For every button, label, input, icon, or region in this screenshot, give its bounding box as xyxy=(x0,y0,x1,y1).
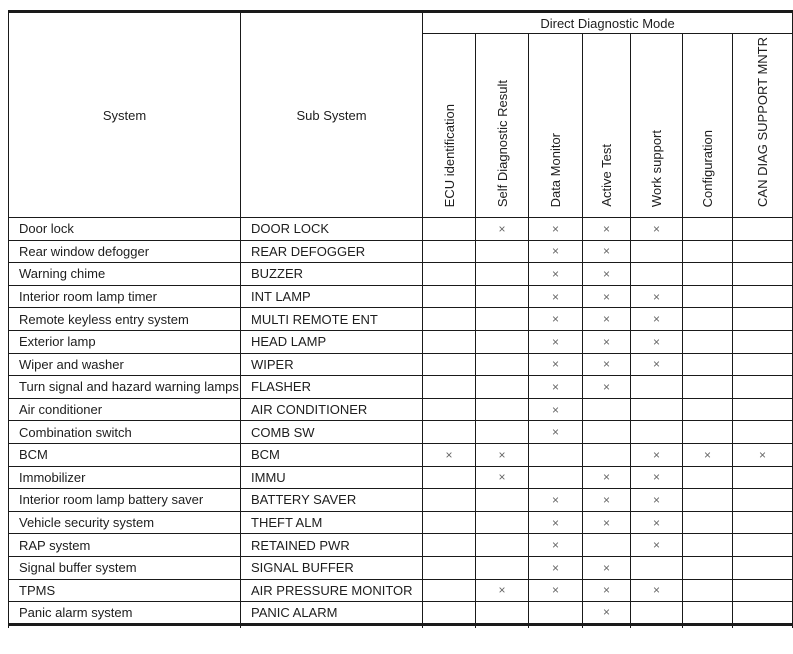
mode-mark-cell xyxy=(631,263,683,286)
mode-mark-cell xyxy=(583,421,631,444)
system-cell: Interior room lamp timer xyxy=(9,285,241,308)
mode-mark-cell xyxy=(476,398,529,421)
col-header-system: System xyxy=(9,12,241,218)
mode-mark-cell xyxy=(529,443,583,466)
mode-mark-cell xyxy=(423,489,476,512)
diagnostic-mode-table xyxy=(8,10,793,628)
mode-mark-cell xyxy=(476,285,529,308)
mode-mark-cell xyxy=(476,511,529,534)
col-header-configuration xyxy=(683,34,733,218)
mode-mark-cell: × xyxy=(583,218,631,241)
mode-mark-cell: × xyxy=(583,240,631,263)
system-cell: Panic alarm system xyxy=(9,602,241,625)
table-row xyxy=(9,579,793,602)
sub-system-cell: PANIC ALARM xyxy=(241,602,423,625)
table-row xyxy=(9,398,793,421)
table-body xyxy=(9,218,793,625)
mode-mark-cell xyxy=(631,398,683,421)
sub-system-cell: FLASHER xyxy=(241,376,423,399)
mode-mark-cell: × xyxy=(529,218,583,241)
col-header-sub-system: Sub System xyxy=(241,12,423,218)
mode-mark-cell xyxy=(683,263,733,286)
system-cell: BCM xyxy=(9,443,241,466)
mode-mark-cell xyxy=(423,376,476,399)
mode-mark-cell: × xyxy=(583,556,631,579)
mode-mark-cell xyxy=(423,398,476,421)
mode-mark-cell xyxy=(423,263,476,286)
border-stub-cell xyxy=(733,624,793,628)
mode-mark-cell: × xyxy=(631,511,683,534)
mode-mark-cell xyxy=(631,421,683,444)
sub-system-cell: IMMU xyxy=(241,466,423,489)
mode-mark-cell xyxy=(476,240,529,263)
mode-mark-cell: × xyxy=(583,466,631,489)
system-cell: Wiper and washer xyxy=(9,353,241,376)
mode-mark-cell xyxy=(631,556,683,579)
mode-mark-cell xyxy=(733,308,793,331)
mode-mark-cell: × xyxy=(583,579,631,602)
system-cell: Warning chime xyxy=(9,263,241,286)
table-row xyxy=(9,240,793,263)
table-row xyxy=(9,421,793,444)
mode-mark-cell: × xyxy=(631,308,683,331)
mode-mark-cell: × xyxy=(583,308,631,331)
border-stub-cell xyxy=(583,624,631,628)
mode-mark-cell xyxy=(683,556,733,579)
mode-mark-cell: × xyxy=(476,443,529,466)
sub-system-cell: COMB SW xyxy=(241,421,423,444)
mode-mark-cell: × xyxy=(529,353,583,376)
mode-mark-cell xyxy=(683,579,733,602)
mode-mark-cell xyxy=(683,330,733,353)
mode-mark-cell xyxy=(529,602,583,625)
system-cell: Vehicle security system xyxy=(9,511,241,534)
mode-mark-cell: × xyxy=(529,579,583,602)
system-cell: Rear window defogger xyxy=(9,240,241,263)
mode-mark-cell: × xyxy=(733,443,793,466)
mode-mark-cell: × xyxy=(529,263,583,286)
mode-mark-cell xyxy=(423,308,476,331)
mode-mark-cell: × xyxy=(529,240,583,263)
table-row xyxy=(9,511,793,534)
border-stub-cell xyxy=(241,624,423,628)
mode-mark-cell xyxy=(423,330,476,353)
system-cell: RAP system xyxy=(9,534,241,557)
sub-system-cell: RETAINED PWR xyxy=(241,534,423,557)
mode-mark-cell: × xyxy=(529,534,583,557)
mode-mark-cell xyxy=(733,534,793,557)
mode-mark-cell: × xyxy=(631,534,683,557)
rotated-label: Data Monitor xyxy=(548,132,563,207)
mode-mark-cell: × xyxy=(631,443,683,466)
sub-system-cell: SIGNAL BUFFER xyxy=(241,556,423,579)
col-header-data-monitor xyxy=(529,34,583,218)
mode-mark-cell xyxy=(733,330,793,353)
mode-mark-cell xyxy=(683,353,733,376)
mode-mark-cell xyxy=(733,376,793,399)
sub-system-cell: INT LAMP xyxy=(241,285,423,308)
rotated-label: Configuration xyxy=(700,129,715,207)
table-row xyxy=(9,466,793,489)
table-row xyxy=(9,376,793,399)
mode-mark-cell: × xyxy=(631,489,683,512)
mode-mark-cell: × xyxy=(631,285,683,308)
mode-mark-cell: × xyxy=(529,376,583,399)
mode-mark-cell xyxy=(733,353,793,376)
table-row xyxy=(9,602,793,625)
mode-mark-cell xyxy=(423,285,476,308)
rotated-label: ECU identification xyxy=(441,103,457,207)
sub-system-cell: THEFT ALM xyxy=(241,511,423,534)
mode-mark-cell xyxy=(683,421,733,444)
mode-mark-cell xyxy=(631,602,683,625)
mode-mark-cell xyxy=(683,285,733,308)
mode-mark-cell: × xyxy=(583,376,631,399)
mode-mark-cell: × xyxy=(529,398,583,421)
col-header-self-diagnostic-result xyxy=(476,34,529,218)
system-cell: Turn signal and hazard warning lamps xyxy=(9,376,241,399)
mode-mark-cell xyxy=(476,308,529,331)
system-cell: Door lock xyxy=(9,218,241,241)
mode-mark-cell xyxy=(476,534,529,557)
border-stub-cell xyxy=(631,624,683,628)
mode-mark-cell xyxy=(733,466,793,489)
border-stub-cell xyxy=(683,624,733,628)
mode-mark-cell xyxy=(423,353,476,376)
diagnostic-mode-table-container xyxy=(8,10,793,628)
mode-mark-cell: × xyxy=(631,330,683,353)
mode-mark-cell xyxy=(683,376,733,399)
mode-mark-cell: × xyxy=(631,466,683,489)
border-stub-cell xyxy=(476,624,529,628)
mode-mark-cell xyxy=(733,240,793,263)
col-header-work-support xyxy=(631,34,683,218)
mode-mark-cell: × xyxy=(529,556,583,579)
mode-mark-cell xyxy=(683,534,733,557)
mode-mark-cell: × xyxy=(529,285,583,308)
system-cell: Signal buffer system xyxy=(9,556,241,579)
table-row xyxy=(9,218,793,241)
mode-mark-cell: × xyxy=(529,421,583,444)
group-header-direct-diagnostic-mode: Direct Diagnostic Mode xyxy=(423,12,793,34)
mode-mark-cell xyxy=(476,330,529,353)
rotated-label: Work support xyxy=(649,129,664,207)
mode-mark-cell: × xyxy=(529,308,583,331)
col-header-active-test xyxy=(583,34,631,218)
sub-system-cell: HEAD LAMP xyxy=(241,330,423,353)
mode-mark-cell: × xyxy=(583,602,631,625)
sub-system-cell: BATTERY SAVER xyxy=(241,489,423,512)
mode-mark-cell xyxy=(423,240,476,263)
mode-mark-cell xyxy=(583,443,631,466)
mode-mark-cell xyxy=(583,534,631,557)
mode-mark-cell xyxy=(476,489,529,512)
sub-system-cell: BUZZER xyxy=(241,263,423,286)
system-cell: TPMS xyxy=(9,579,241,602)
mode-mark-cell: × xyxy=(631,579,683,602)
mode-mark-cell: × xyxy=(631,353,683,376)
system-cell: Air conditioner xyxy=(9,398,241,421)
mode-mark-cell xyxy=(476,556,529,579)
mode-mark-cell xyxy=(683,218,733,241)
system-cell: Exterior lamp xyxy=(9,330,241,353)
table-row xyxy=(9,443,793,466)
mode-mark-cell xyxy=(733,556,793,579)
mode-mark-cell xyxy=(683,511,733,534)
border-stub-cell xyxy=(9,624,241,628)
system-cell: Combination switch xyxy=(9,421,241,444)
mode-mark-cell xyxy=(529,466,583,489)
mode-mark-cell xyxy=(423,466,476,489)
mode-mark-cell: × xyxy=(476,218,529,241)
table-row xyxy=(9,489,793,512)
system-cell: Remote keyless entry system xyxy=(9,308,241,331)
rotated-label: CAN DIAG SUPPORT MNTR xyxy=(755,37,771,207)
mode-mark-cell xyxy=(733,579,793,602)
border-stub-cell xyxy=(529,624,583,628)
col-header-ecu-identification xyxy=(423,34,476,218)
mode-mark-cell xyxy=(683,466,733,489)
mode-mark-cell: × xyxy=(583,330,631,353)
mode-mark-cell xyxy=(683,398,733,421)
mode-mark-cell xyxy=(683,602,733,625)
mode-mark-cell: × xyxy=(529,489,583,512)
mode-mark-cell xyxy=(733,263,793,286)
mode-mark-cell: × xyxy=(476,466,529,489)
mode-mark-cell: × xyxy=(583,285,631,308)
mode-mark-cell: × xyxy=(529,511,583,534)
system-cell: Interior room lamp battery saver xyxy=(9,489,241,512)
mode-mark-cell xyxy=(733,511,793,534)
sub-system-cell: WIPER xyxy=(241,353,423,376)
mode-mark-cell xyxy=(733,218,793,241)
mode-mark-cell xyxy=(476,353,529,376)
mode-mark-cell xyxy=(683,489,733,512)
mode-mark-cell: × xyxy=(631,218,683,241)
mode-mark-cell xyxy=(733,285,793,308)
mode-mark-cell xyxy=(423,579,476,602)
mode-mark-cell xyxy=(423,218,476,241)
mode-mark-cell xyxy=(476,263,529,286)
mode-mark-cell xyxy=(631,376,683,399)
table-row xyxy=(9,330,793,353)
mode-mark-cell: × xyxy=(476,579,529,602)
mode-mark-cell xyxy=(476,602,529,625)
table-row xyxy=(9,263,793,286)
table-row xyxy=(9,556,793,579)
header-group-row xyxy=(9,12,793,34)
mode-mark-cell xyxy=(423,556,476,579)
sub-system-cell: AIR CONDITIONER xyxy=(241,398,423,421)
mode-mark-cell xyxy=(583,398,631,421)
mode-mark-cell xyxy=(733,602,793,625)
mode-mark-cell xyxy=(476,376,529,399)
mode-mark-cell xyxy=(683,308,733,331)
sub-system-cell: MULTI REMOTE ENT xyxy=(241,308,423,331)
rotated-label: Active Test xyxy=(599,144,614,207)
mode-mark-cell xyxy=(423,602,476,625)
table-row xyxy=(9,285,793,308)
table-row xyxy=(9,353,793,376)
system-cell: Immobilizer xyxy=(9,466,241,489)
sub-system-cell: DOOR LOCK xyxy=(241,218,423,241)
mode-mark-cell xyxy=(423,511,476,534)
mode-mark-cell xyxy=(423,534,476,557)
mode-mark-cell xyxy=(733,398,793,421)
mode-mark-cell: × xyxy=(583,353,631,376)
sub-system-cell: AIR PRESSURE MONITOR xyxy=(241,579,423,602)
mode-mark-cell: × xyxy=(683,443,733,466)
mode-mark-cell xyxy=(476,421,529,444)
mode-mark-cell: × xyxy=(423,443,476,466)
col-header-can-diag-support-mntr xyxy=(733,34,793,218)
mode-mark-cell xyxy=(631,240,683,263)
mode-mark-cell xyxy=(733,421,793,444)
mode-mark-cell xyxy=(423,421,476,444)
border-stub-cell xyxy=(423,624,476,628)
mode-mark-cell: × xyxy=(583,263,631,286)
table-row xyxy=(9,534,793,557)
table-row xyxy=(9,308,793,331)
bottom-border-row xyxy=(9,624,793,628)
rotated-label: Self Diagnostic Result xyxy=(494,79,510,207)
mode-mark-cell xyxy=(733,489,793,512)
mode-mark-cell: × xyxy=(583,511,631,534)
sub-system-cell: BCM xyxy=(241,443,423,466)
mode-mark-cell: × xyxy=(583,489,631,512)
mode-mark-cell xyxy=(683,240,733,263)
sub-system-cell: REAR DEFOGGER xyxy=(241,240,423,263)
mode-mark-cell: × xyxy=(529,330,583,353)
